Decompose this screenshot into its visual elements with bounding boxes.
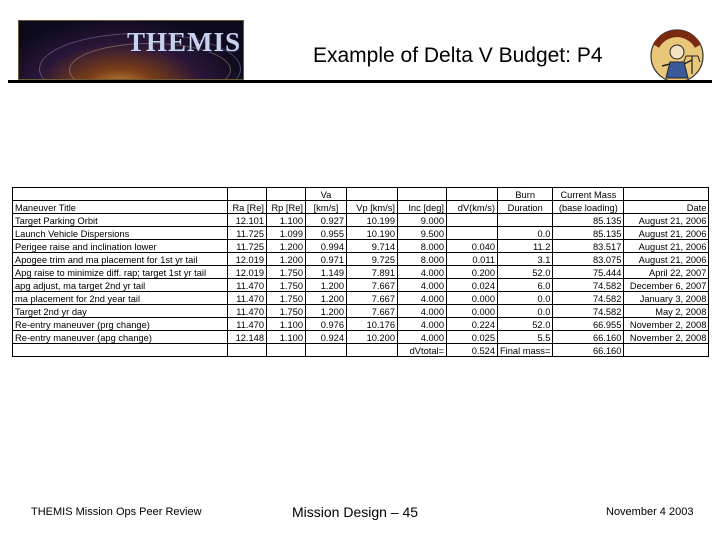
header-cell <box>624 188 709 201</box>
table-cell: 1.200 <box>267 253 306 266</box>
table-cell: 52.0 <box>498 318 553 331</box>
table-cell: 74.582 <box>553 279 624 292</box>
table-cell: January 3, 2008 <box>624 292 709 305</box>
empty-cell <box>267 344 306 357</box>
table-cell: 7.667 <box>347 292 398 305</box>
table-cell: 11.470 <box>228 279 267 292</box>
table-cell: 9.500 <box>398 227 447 240</box>
header-cell: Burn <box>498 188 553 201</box>
table-cell: 4.000 <box>398 318 447 331</box>
table-cell: 12.148 <box>228 331 267 344</box>
table-cell: 1.200 <box>306 279 347 292</box>
table-cell: 9.725 <box>347 253 398 266</box>
maneuver-title-cell: Perigee raise and inclination lower <box>13 240 228 253</box>
maneuver-title-cell: Target Parking Orbit <box>13 214 228 227</box>
table-cell: 85.135 <box>553 227 624 240</box>
header-cell: Inc [deg] <box>398 201 447 214</box>
table-cell: 75.444 <box>553 266 624 279</box>
header-cell: [km/s] <box>306 201 347 214</box>
table-cell: 10.200 <box>347 331 398 344</box>
table-cell: 9.714 <box>347 240 398 253</box>
table-cell: 11.725 <box>228 240 267 253</box>
header-cell: Rp [Re] <box>267 201 306 214</box>
table-cell: 1.100 <box>267 331 306 344</box>
table-cell: 7.891 <box>347 266 398 279</box>
table-cell: 0.224 <box>447 318 498 331</box>
table-cell: May 2, 2008 <box>624 305 709 318</box>
header-cell <box>13 188 228 201</box>
final-mass-label: Final mass= <box>498 344 553 357</box>
table-cell: 10.176 <box>347 318 398 331</box>
table-cell: 0.971 <box>306 253 347 266</box>
table-cell: 1.750 <box>267 279 306 292</box>
table-cell <box>447 227 498 240</box>
table-cell: 3.1 <box>498 253 553 266</box>
final-mass-value: 66.160 <box>553 344 624 357</box>
maneuver-title-cell: Launch Vehicle Dispersions <box>13 227 228 240</box>
table-cell: 11.470 <box>228 292 267 305</box>
table-cell: 74.582 <box>553 305 624 318</box>
table-cell: 52.0 <box>498 266 553 279</box>
table-cell: 10.190 <box>347 227 398 240</box>
table-cell: 1.200 <box>267 240 306 253</box>
table-cell: 4.000 <box>398 279 447 292</box>
table-cell: 4.000 <box>398 331 447 344</box>
header-cell: dV(km/s) <box>447 201 498 214</box>
table-cell: April 22, 2007 <box>624 266 709 279</box>
header-cell: Date <box>624 201 709 214</box>
table-cell: 0.955 <box>306 227 347 240</box>
table-cell: 11.725 <box>228 227 267 240</box>
table-cell: 8.000 <box>398 253 447 266</box>
table-row <box>13 240 709 253</box>
table-summary-row <box>13 344 709 357</box>
footer-date: November 4 2003 <box>606 506 694 518</box>
table-cell: 0.040 <box>447 240 498 253</box>
table-header-row <box>13 188 709 201</box>
table-row <box>13 331 709 344</box>
table-row <box>13 318 709 331</box>
table-cell: 0.000 <box>447 292 498 305</box>
table-cell: 10.199 <box>347 214 398 227</box>
empty-cell <box>228 344 267 357</box>
table-cell: 83.075 <box>553 253 624 266</box>
table-cell: 12.101 <box>228 214 267 227</box>
logo-text: THEMIS <box>127 27 242 57</box>
table-cell: 1.100 <box>267 318 306 331</box>
table-cell: 7.667 <box>347 279 398 292</box>
table-cell: August 21, 2006 <box>624 227 709 240</box>
maneuver-title-cell: ma placement for 2nd year tail <box>13 292 228 305</box>
table-cell: 6.0 <box>498 279 553 292</box>
table-cell: 12.019 <box>228 266 267 279</box>
header-cell: Duration <box>498 201 553 214</box>
table-cell <box>447 214 498 227</box>
table-cell: 4.000 <box>398 266 447 279</box>
table-cell: 0.924 <box>306 331 347 344</box>
table-cell: 66.955 <box>553 318 624 331</box>
table-row <box>13 253 709 266</box>
table-row <box>13 227 709 240</box>
table-cell: 1.750 <box>267 266 306 279</box>
table-cell: 12.019 <box>228 253 267 266</box>
table-cell: 1.200 <box>306 305 347 318</box>
table-cell: 1.099 <box>267 227 306 240</box>
table-row <box>13 292 709 305</box>
table-cell: 0.927 <box>306 214 347 227</box>
empty-cell <box>624 344 709 357</box>
delta-v-budget-table <box>12 187 709 357</box>
table-cell: August 21, 2006 <box>624 240 709 253</box>
table-cell: 4.000 <box>398 292 447 305</box>
table-body <box>13 214 709 344</box>
empty-cell <box>13 344 228 357</box>
table-cell: 0.976 <box>306 318 347 331</box>
table-cell: 1.149 <box>306 266 347 279</box>
table-cell: 0.011 <box>447 253 498 266</box>
table-row <box>13 279 709 292</box>
table-cell: 11.470 <box>228 305 267 318</box>
table-cell <box>498 214 553 227</box>
table-cell: November 2, 2008 <box>624 318 709 331</box>
table-cell: 0.0 <box>498 227 553 240</box>
footer-review-name: THEMIS Mission Ops Peer Review <box>31 506 202 518</box>
header-cell <box>398 188 447 201</box>
table-cell: 1.200 <box>306 292 347 305</box>
table-row <box>13 266 709 279</box>
header-cell: Ra [Re] <box>228 201 267 214</box>
table-cell: 83.517 <box>553 240 624 253</box>
table-cell: 8.000 <box>398 240 447 253</box>
footer-page-label: Mission Design – 45 <box>292 504 419 520</box>
header-divider <box>8 80 712 83</box>
table-cell: 66.160 <box>553 331 624 344</box>
table-cell: 0.000 <box>447 305 498 318</box>
table-cell: 74.582 <box>553 292 624 305</box>
header-cell <box>267 188 306 201</box>
header-cell <box>228 188 267 201</box>
dv-total-label: dVtotal= <box>398 344 447 357</box>
table-cell: 1.750 <box>267 292 306 305</box>
header-cell: Current Mass <box>553 188 624 201</box>
empty-cell <box>306 344 347 357</box>
table-cell: 7.667 <box>347 305 398 318</box>
table-cell: 9.000 <box>398 214 447 227</box>
table-cell: 0.025 <box>447 331 498 344</box>
table-cell: 0.200 <box>447 266 498 279</box>
header-cell: (base loading) <box>553 201 624 214</box>
table-cell: 0.0 <box>498 292 553 305</box>
table-cell: 85.135 <box>553 214 624 227</box>
empty-cell <box>347 344 398 357</box>
table-cell: 4.000 <box>398 305 447 318</box>
header-cell <box>347 188 398 201</box>
maneuver-title-cell: apg adjust, ma target 2nd yr tail <box>13 279 228 292</box>
table-cell: August 21, 2006 <box>624 214 709 227</box>
themis-logo <box>18 20 244 80</box>
dv-total-value: 0.524 <box>447 344 498 357</box>
header-cell <box>447 188 498 201</box>
maneuver-title-cell: Re-entry maneuver (apg change) <box>13 331 228 344</box>
page-title: Example of Delta V Budget: P4 <box>313 44 603 67</box>
table-row <box>13 214 709 227</box>
header-cell: Vp [km/s] <box>347 201 398 214</box>
maneuver-title-cell: Re-entry maneuver (prg change) <box>13 318 228 331</box>
themis-mascot-icon <box>648 26 706 84</box>
header-cell: Maneuver Title <box>13 201 228 214</box>
table-cell: 0.024 <box>447 279 498 292</box>
table-cell: 1.100 <box>267 214 306 227</box>
header-cell: Va <box>306 188 347 201</box>
table-cell: 0.0 <box>498 305 553 318</box>
table-cell: November 2, 2008 <box>624 331 709 344</box>
maneuver-title-cell: Apg raise to minimize diff. rap; target 1st yr tail <box>13 266 228 279</box>
table-header-row <box>13 201 709 214</box>
table-cell: 0.994 <box>306 240 347 253</box>
table-cell: 11.470 <box>228 318 267 331</box>
table-cell: December 6, 2007 <box>624 279 709 292</box>
maneuver-title-cell: Apogee trim and ma placement for 1st yr tail <box>13 253 228 266</box>
table-cell: 11.2 <box>498 240 553 253</box>
table-cell: August 21, 2006 <box>624 253 709 266</box>
table-row <box>13 305 709 318</box>
table-cell: 1.750 <box>267 305 306 318</box>
maneuver-title-cell: Target 2nd yr day <box>13 305 228 318</box>
table-cell: 5.5 <box>498 331 553 344</box>
